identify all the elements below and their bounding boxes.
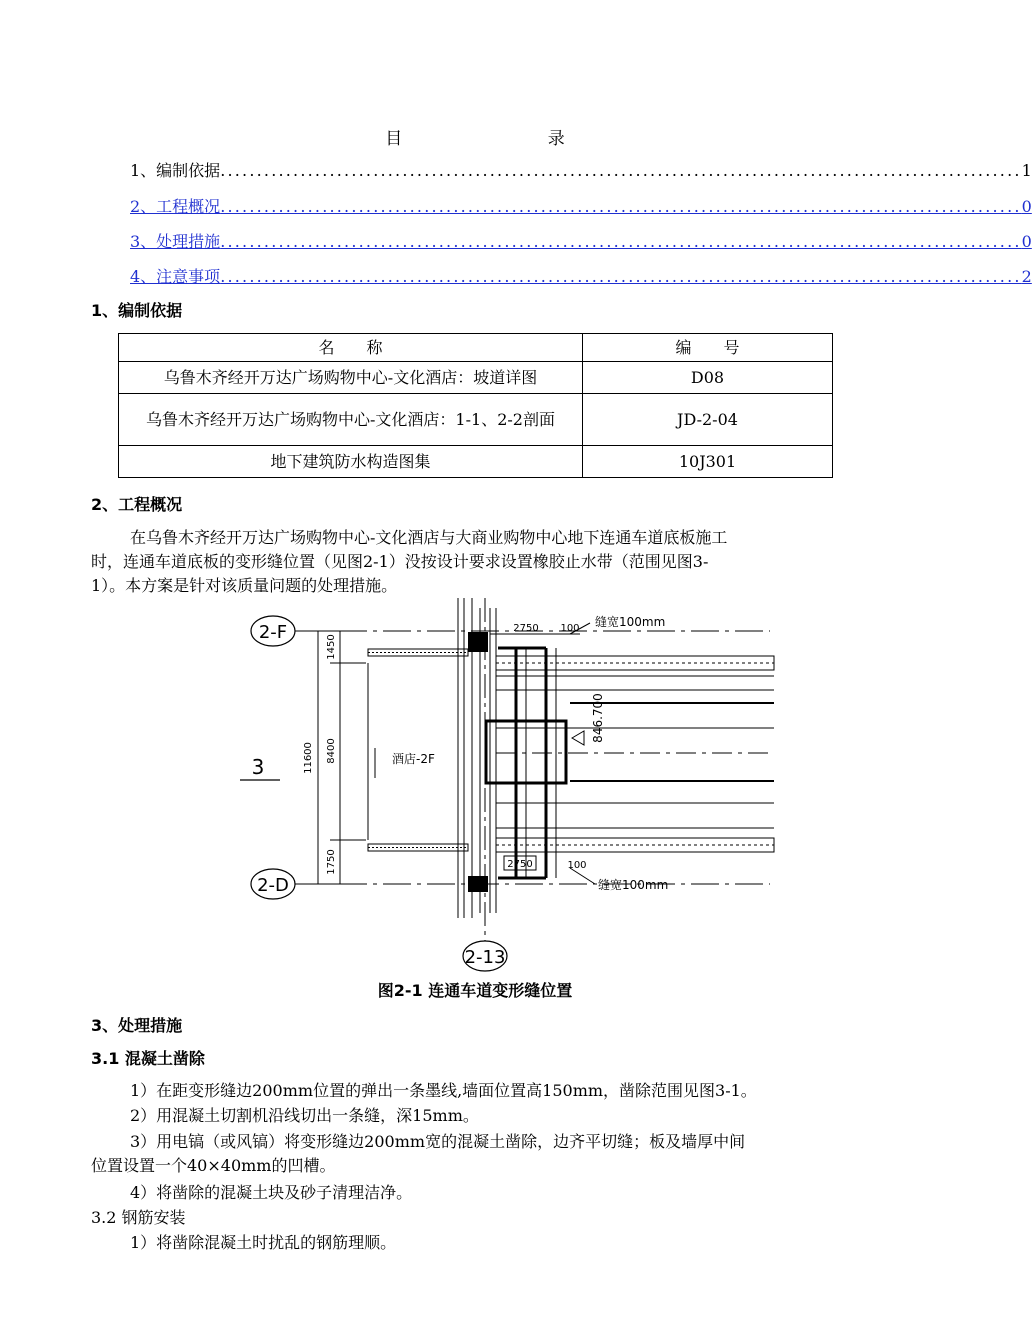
section-3-heading: 3、处理措施 [91, 1016, 183, 1035]
overview-line-1: 在乌鲁木齐经开万达广场购物中心-文化酒店与大商业购物中心地下连通车道底板施工 [130, 528, 728, 547]
table-header-row [119, 334, 833, 362]
table-row [119, 446, 833, 478]
table-cell: 乌鲁木齐经开万达广场购物中心-文化酒店：坡道详图 [119, 362, 583, 394]
step-5: 1）将凿除混凝土时扰乱的钢筋理顺。 [130, 1233, 397, 1252]
toc-leader: .............................................................................................................. [220, 197, 1022, 216]
axis-label-2-13: 2-13 [464, 947, 506, 968]
elevation-label: 846.700 [591, 693, 605, 743]
section-1-heading: 1、编制依据 [91, 301, 183, 320]
reference-table [118, 333, 833, 478]
dim-label-100-top: 100 [560, 623, 580, 634]
toc-item-1[interactable] [130, 158, 1032, 182]
table-cell: JD-2-04 [583, 394, 833, 446]
table-row [119, 394, 833, 446]
column-bottom [468, 876, 488, 892]
table-cell: 地下建筑防水构造图集 [119, 446, 583, 478]
figure-caption: 图2-1 连通车道变形缝位置 [377, 981, 573, 1000]
axis-label-2d: 2-D [257, 875, 289, 896]
table-header-code: 编 号 [583, 334, 833, 362]
table-cell: D08 [583, 362, 833, 394]
overview-line-2: 时，连通车道底板的变形缝位置（见图2-1）没按设计要求设置橡胶止水带（范围见图3- [91, 552, 709, 571]
subsection-3-2-heading: 3.2 钢筋安装 [91, 1208, 186, 1227]
joint-width-bottom: 缝宽100mm [598, 878, 669, 892]
dim-label-2750-top: 2750 [513, 623, 539, 634]
table-row [119, 362, 833, 394]
grid-label-3: 3 [251, 755, 265, 779]
step-3-line-1: 3）用电镐（或风镐）将变形缝边200mm宽的混凝土凿除，边齐平切缝；板及墙厚中间 [130, 1132, 746, 1151]
toc-page: 0 [1021, 197, 1032, 216]
toc-item-label: 2、工程概况 [130, 197, 221, 216]
step-2: 2）用混凝土切割机沿线切出一条缝，深15mm。 [130, 1106, 479, 1125]
column-top [468, 632, 488, 652]
toc-page: 0 [1021, 232, 1032, 251]
axis-label-2f: 2-F [258, 622, 288, 643]
dim-label-1750: 1750 [326, 849, 337, 875]
toc-leader: .............................................................................................................. [220, 232, 1022, 251]
toc-item-label: 3、处理措施 [130, 232, 221, 251]
table-cell: 乌鲁木齐经开万达广场购物中心-文化酒店：1-1、2-2剖面 [119, 394, 583, 446]
toc-item-2[interactable] [130, 194, 1032, 218]
overview-line-3: 1）。本方案是针对该质量问题的处理措施。 [91, 576, 398, 595]
dim-label-2750-bot: 2750 [507, 859, 533, 870]
joint-width-top: 缝宽100mm [595, 615, 666, 629]
dim-label-11600: 11600 [303, 742, 314, 774]
toc-leader: .............................................................................................................. [220, 267, 1022, 286]
dim-label-1450: 1450 [326, 634, 337, 660]
dim-label-100-bot: 100 [567, 860, 587, 871]
table-header-name: 名 称 [119, 334, 583, 362]
step-3-line-2: 位置设置一个40×40mm的凹槽。 [91, 1156, 336, 1175]
step-1: 1）在距变形缝边200mm位置的弹出一条墨线,墙面位置高150mm，凿除范围见图3-1。 [130, 1081, 757, 1100]
toc-leader: .............................................................................................................. [220, 161, 1022, 180]
toc-item-label: 4、注意事项 [130, 267, 221, 286]
subsection-3-1-heading: 3.1 混凝土凿除 [91, 1049, 205, 1068]
section-2-heading: 2、工程概况 [91, 495, 183, 514]
toc-title: 目 录 [385, 129, 635, 149]
toc-page: 1 [1021, 161, 1032, 180]
toc-item-4[interactable] [130, 264, 1032, 288]
toc-item-label: 1、编制依据 [130, 161, 221, 180]
deformation-joint-drawing [240, 598, 790, 973]
table-cell: 10J301 [583, 446, 833, 478]
toc-item-3[interactable] [130, 229, 1032, 253]
toc-page: 2 [1021, 267, 1032, 286]
step-4: 4）将凿除的混凝土块及砂子清理洁净。 [130, 1183, 413, 1202]
room-label: 酒店-2F [392, 752, 435, 766]
dim-label-8400: 8400 [326, 738, 337, 764]
elevation-mark [572, 731, 584, 745]
